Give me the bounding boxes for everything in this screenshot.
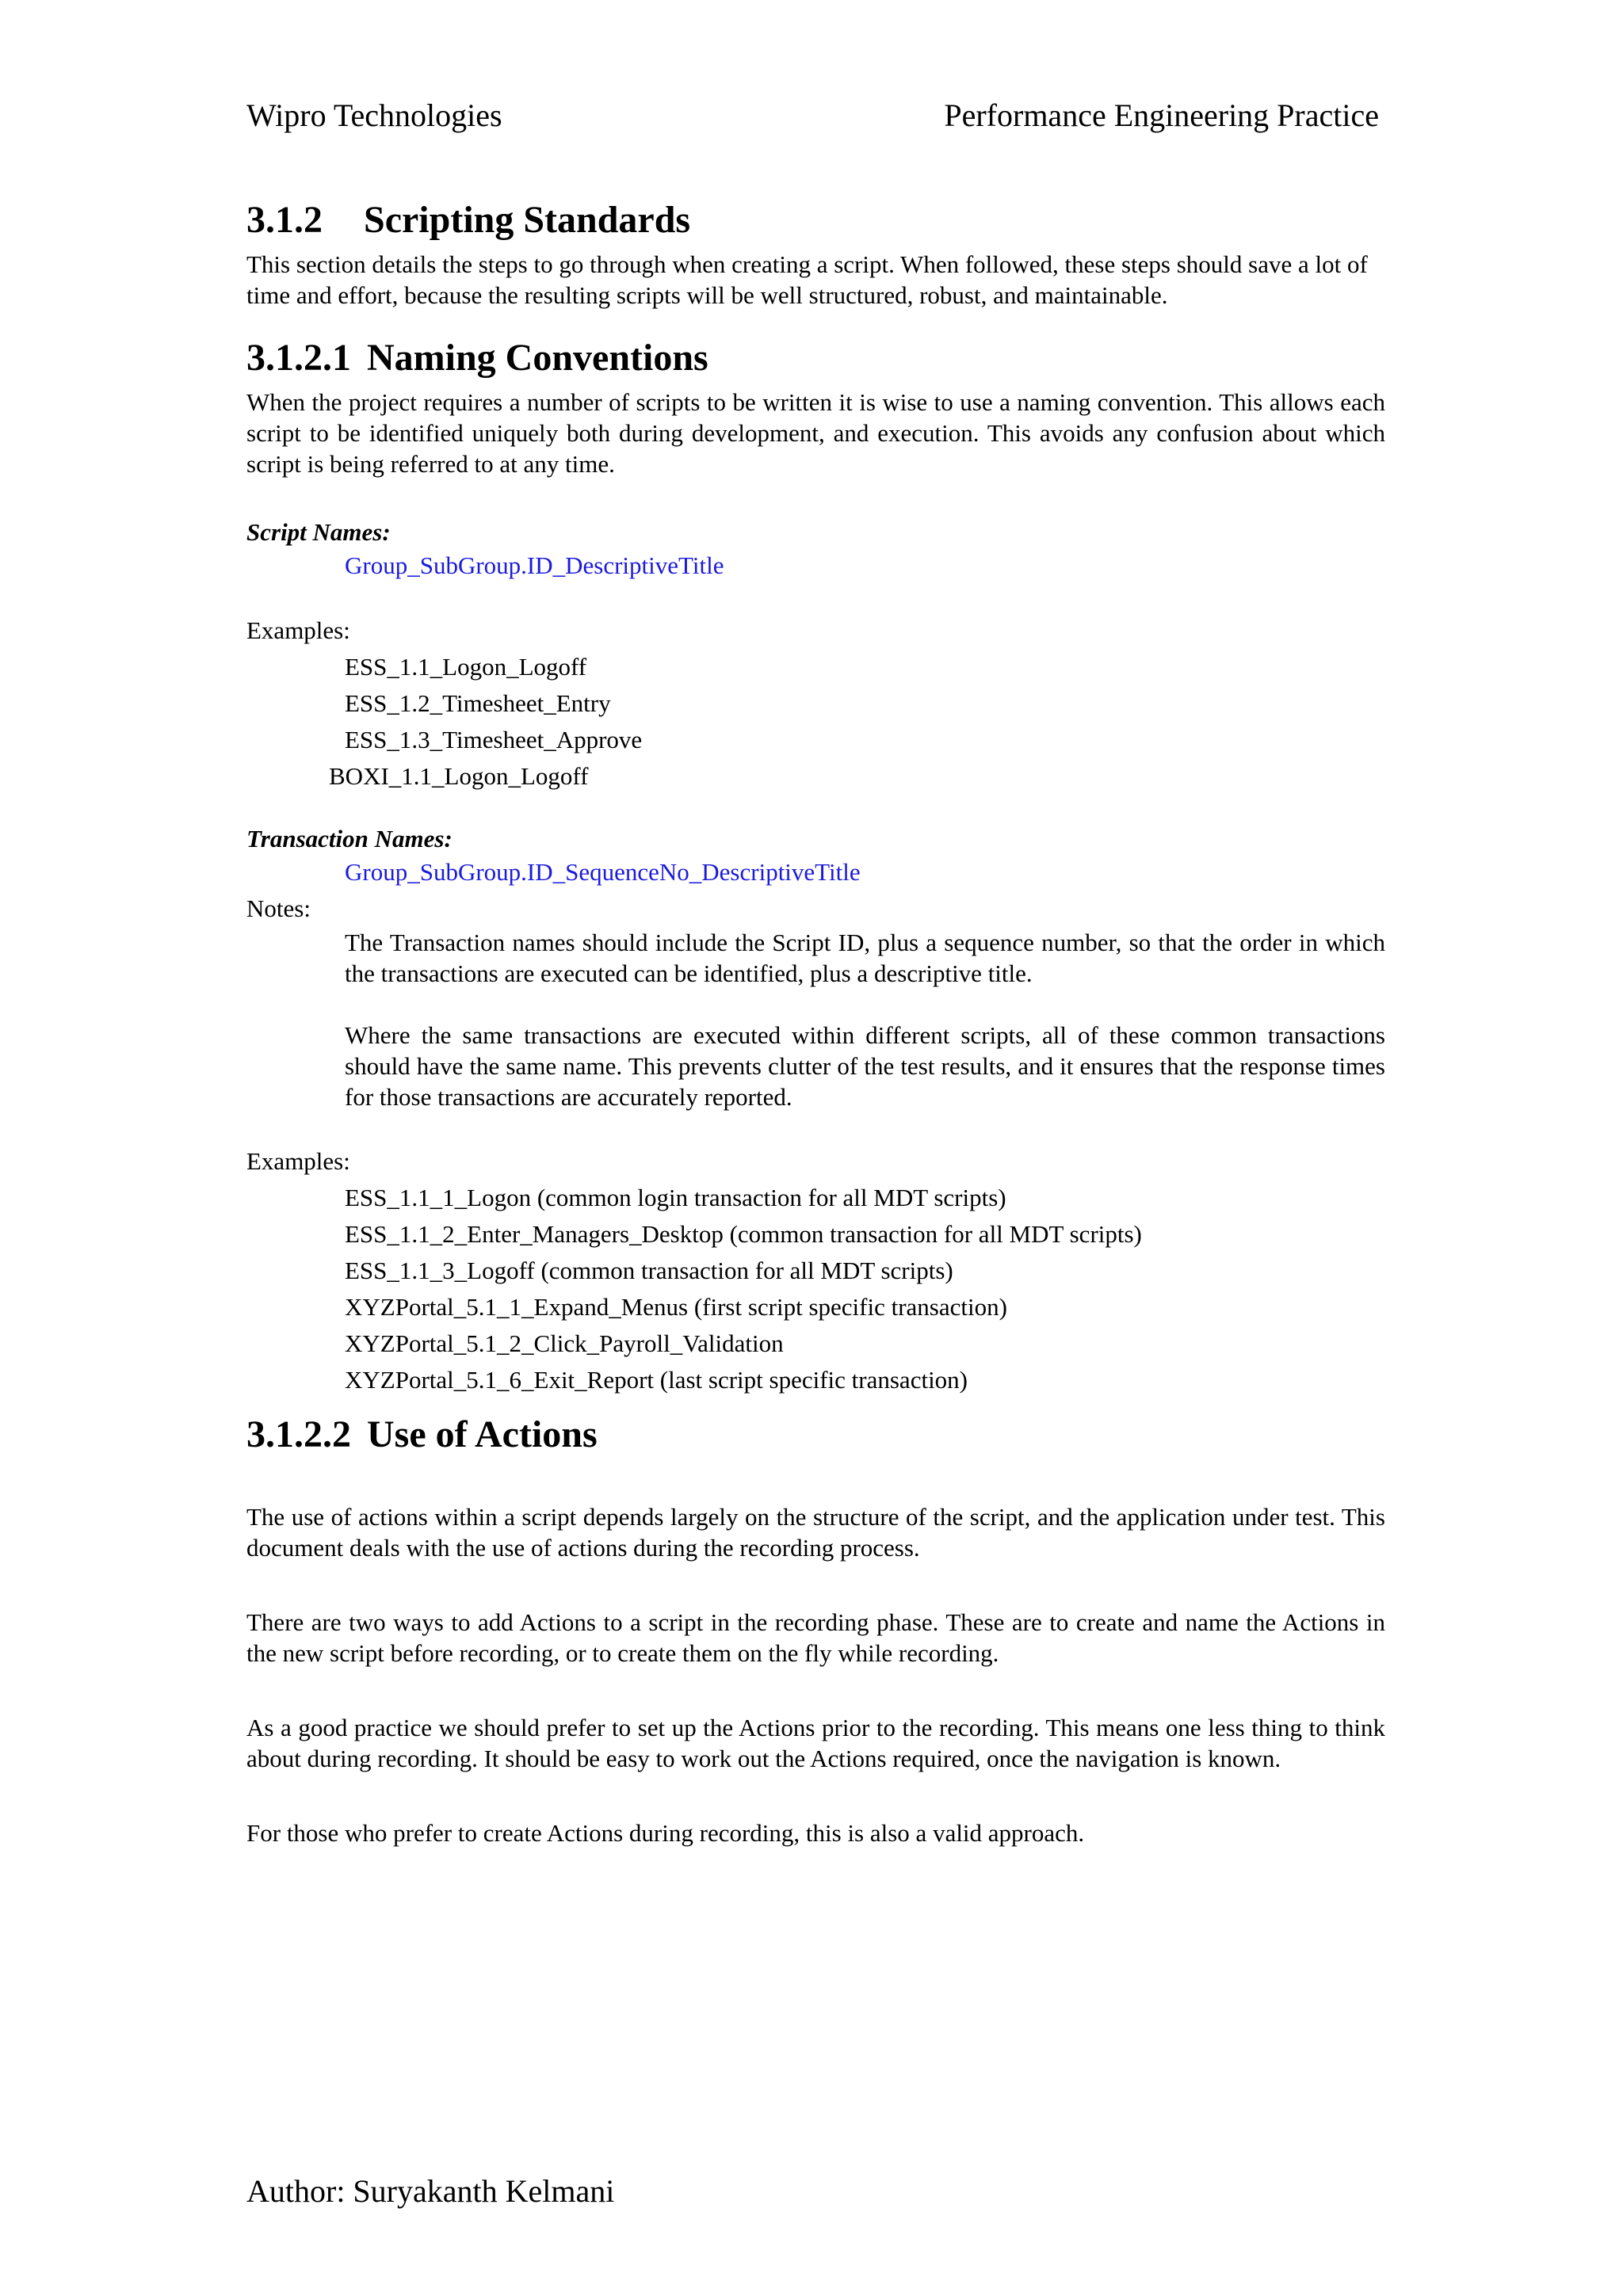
list-item: ESS_1.1_3_Logoff (common transaction for all MDT scripts) [345,1257,953,1284]
actions-paragraph: The use of actions within a script depends largely on the structure of the script, and the application under test. This document deals with the use of actions during the recording process. [246,1503,1385,1562]
list-item: ESS_1.1_1_Logon (common login transaction for all MDT scripts) [345,1184,1006,1211]
transaction-names-label: Transaction Names: [246,825,453,852]
actions-paragraph: There are two ways to add Actions to a script in the recording phase. These are to create and name the Actions in the new script before recording, or to create them on the fly while recording. [246,1608,1385,1667]
header-right: Performance Engineering Practice [944,97,1379,133]
list-item: ESS_1.1_Logon_Logoff [345,653,587,681]
list-item: XYZPortal_5.1_1_Expand_Menus (first script specific transaction) [345,1293,1007,1321]
list-item: XYZPortal_5.1_2_Click_Payroll_Validation [345,1329,784,1357]
note-paragraph: The Transaction names should include the Script ID, plus a sequence number, so that the order in which the transactions are executed can be identified, plus a descriptive title. [345,929,1385,987]
actions-paragraph: As a good practice we should prefer to set up the Actions prior to the recording. This means one less thing to think about during recording. It should be easy to work out the Actions required, once the navigation is known. [246,1714,1385,1772]
section-title: Use of Actions [367,1413,598,1455]
script-names-pattern: Group_SubGroup.ID_DescriptiveTitle [345,551,724,579]
list-item: XYZPortal_5.1_6_Exit_Report (last script specific transaction) [345,1366,968,1394]
notes-block [246,927,1385,1112]
naming-intro: When the project requires a number of scripts to be written it is wise to use a naming convention. This allows each script to be identified uniquely both during development, and execution. This avoids any confusion about which script is being referred to at any time. [246,388,1385,478]
list-item: ESS_1.1_2_Enter_Managers_Desktop (common transaction for all MDT scripts) [345,1220,1142,1248]
list-item: BOXI_1.1_Logon_Logoff [329,762,589,790]
section-intro: This section details the steps to go through when creating a script. When followed, these steps should save a lot of time and effort, because the resulting scripts will be well structured, robust, and maintainable. [246,250,1368,309]
section-title: Scripting Standards [364,199,691,241]
header-left: Wipro Technologies [246,97,502,133]
list-item: ESS_1.2_Timesheet_Entry [345,689,611,717]
section-number: 3.1.2 [246,199,323,241]
note-paragraph: Where the same transactions are executed within different scripts, all of these common transactions should have the same name. This prevents clutter of the test results, and it ensures that the response times for those transactions are accurately reported. [345,1021,1385,1111]
section-heading-3-1-2-1 [246,336,1385,380]
section-heading-3-1-2 [246,198,1385,242]
list-item: ESS_1.3_Timesheet_Approve [345,726,643,753]
section-number: 3.1.2.2 [246,1413,351,1455]
script-names-label: Script Names: [246,518,391,546]
section-number: 3.1.2.1 [246,337,351,379]
section-heading-3-1-2-2 [246,1413,1385,1457]
examples-label: Examples: [246,1147,350,1175]
transaction-examples-list [246,1180,1385,1398]
notes-label: Notes: [246,894,311,922]
page-content [246,198,1385,1848]
script-examples-list [246,649,1385,795]
actions-paragraph: For those who prefer to create Actions during recording, this is also a valid approach. [246,1819,1085,1847]
section-title: Naming Conventions [367,337,708,379]
examples-label: Examples: [246,616,350,644]
footer-author: Author: Suryakanth Kelmani [246,2173,615,2209]
transaction-names-pattern: Group_SubGroup.ID_SequenceNo_DescriptiveTitle [345,858,861,886]
